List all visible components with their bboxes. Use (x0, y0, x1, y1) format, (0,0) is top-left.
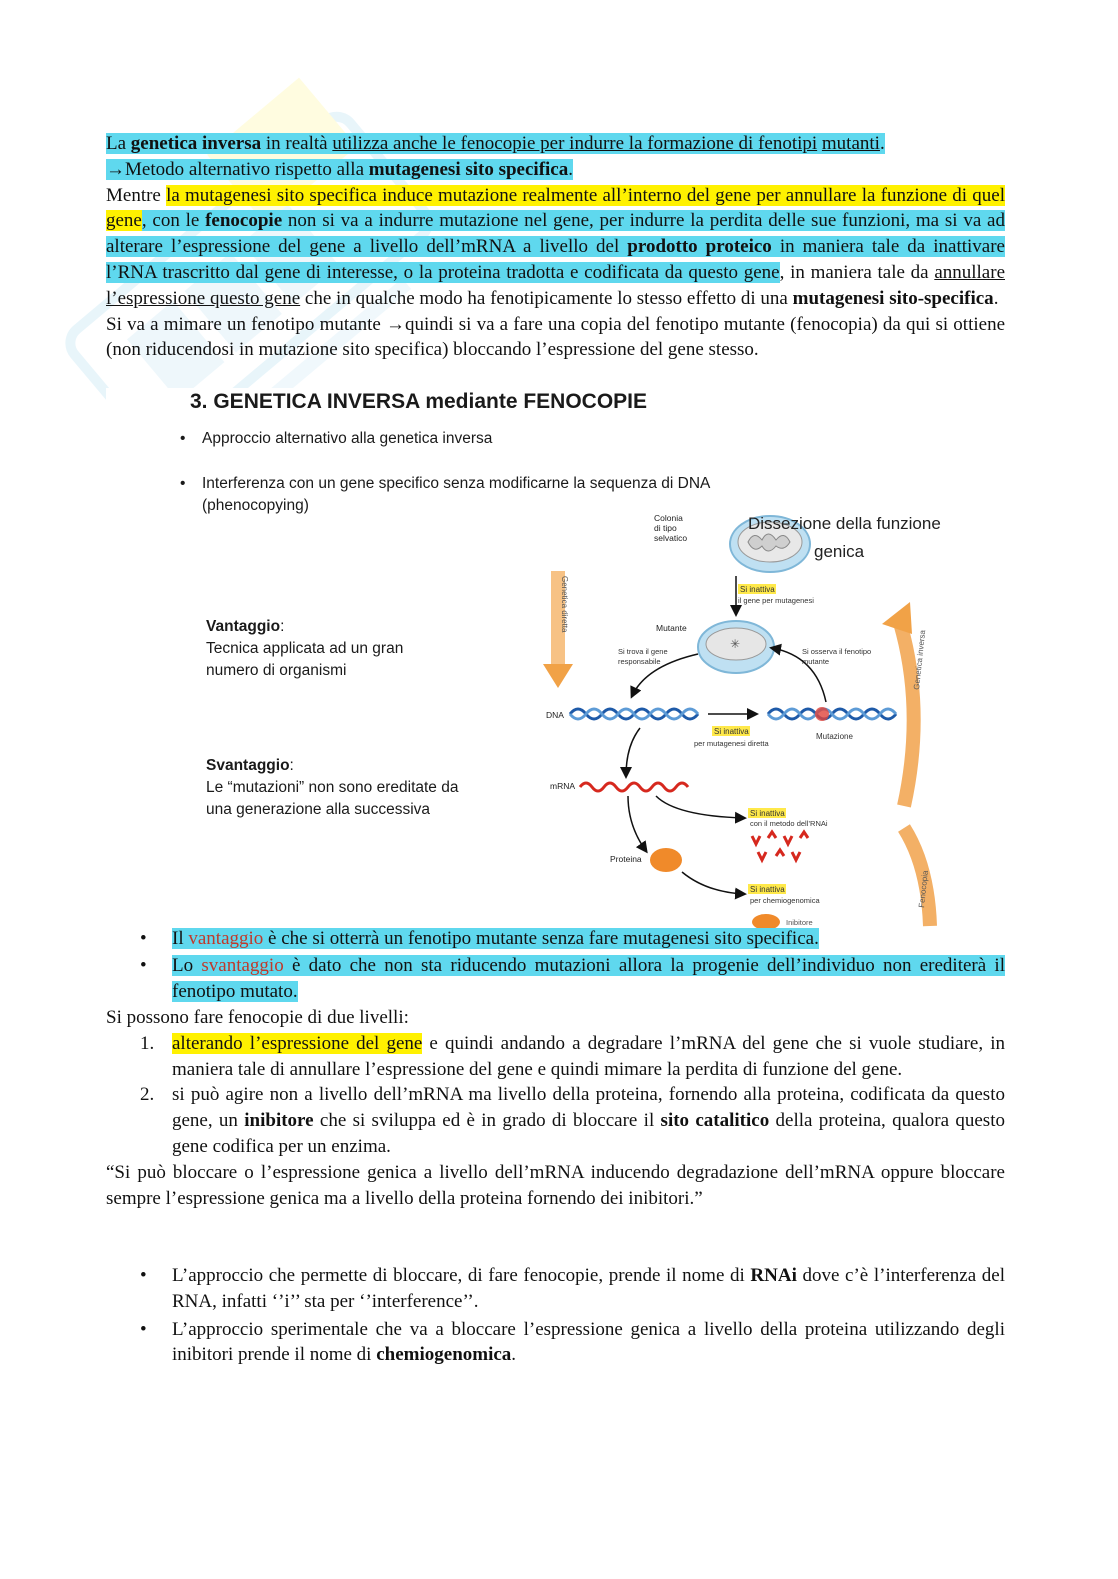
dna-label: DNA (546, 710, 564, 720)
slide-title: 3. GENETICA INVERSA mediante FENOCOPIE (190, 390, 648, 413)
approach-list (106, 1263, 1005, 1368)
mrna-label: mRNA (550, 781, 576, 791)
dissezione-label-1: Dissezione della funzione (748, 514, 941, 533)
levels-section (106, 1005, 1005, 1211)
arrow-icon: → (385, 313, 405, 335)
genetics-diagram (526, 506, 946, 928)
si-osserva-label: Si osserva il fenotipo mutante (802, 647, 872, 666)
dissezione-label-2: genica (814, 542, 865, 561)
svg-text:✳: ✳ (730, 637, 741, 651)
rnai-label: con il metodo dell’RNAi (750, 819, 828, 828)
list-item: 2. si può agire non a livello dell’mRNA ma livello della proteina, fornendo alla proteina, codificata da questo gene, un inibitore che si sviluppa ed è in grado di bloccare il sito catalitico della proteina, qualora questo gene codifica per un enzima. (140, 1084, 1005, 1157)
list-item: • Lo svantaggio è dato che non sta riducendo mutazioni allora la progenie dell’individuo non erediterà il fenotipo mutato. (140, 954, 1005, 1002)
levels-intro: Si possono fare fenocopie di due livelli: (106, 1007, 409, 1028)
intro-paragraph-1: La genetica inversa in realtà utilizza anche le fenocopie per indurre la formazione di fenotipi mutanti. (106, 133, 885, 154)
si-inattiva-label-1: Si inattiva (740, 585, 775, 594)
list-item: • L’approccio che permette di bloccare, di fare fenocopie, prende il nome di RNAi dove c’è l’interferenza del RNA, infatti ‘’i’’ sta per ‘’interference’’. (140, 1265, 1005, 1312)
rnai-fragments (752, 832, 808, 860)
proteina-label: Proteina (610, 854, 642, 864)
per-mutagenesi-diretta-label: per mutagenesi diretta (694, 739, 769, 748)
list-item: 1. alterando l’espressione del gene e quindi andando a degradare l’mRNA del gene che si vuole studiare, in maniera tale di annullare l’espressione del gene e quindi mimare la perdita di funzione del gene. (140, 1032, 1005, 1080)
si-inattiva-label-2: Si inattiva (714, 727, 749, 736)
bullet-icon: • (140, 1318, 147, 1340)
list-item: • Il vantaggio è che si otterrà un fenotipo mutante senza fare mutagenesi sito specifica. (106, 926, 1005, 952)
bullet-icon: • (140, 954, 147, 976)
genetica-diretta-arrow (543, 571, 573, 688)
svantaggio-block: Svantaggio: Le “mutazioni” non sono ereditate da una generazione alla successiva (206, 757, 459, 818)
arrow-icon: → (106, 158, 125, 180)
list-item: • L’approccio sperimentale che va a bloccare l’espressione genica a livello della proteina utilizzando degli inibitori prende il nome di chemiogenomica. (140, 1318, 1005, 1366)
slide-bullet-1: • Approccio alternativo alla genetica inversa (180, 430, 493, 447)
colonia-label: Colonia di tipo selvatico (654, 513, 688, 543)
intro-paragraph-3: Mentre la mutagenesi sito specifica induce mutazione realmente all’interno del gene per annullare la funzione di quel gene, con le fenocopie non si va a indurre mutazione nel gene, per indurre la perdita delle sue funzioni, ma si va ad alterare l’espressione del gene a livello dell’mRNA a livello del prodotto proteico in maniera tale da inattivare l’RNA trascritto dal gene di interesse, o la proteina tradotta e codificata da questo gene, in maniera tale da annullare l’espressione questo gene che in qualche modo ha fenotipicamente lo stesso effetto di una mutagenesi sito-specifica. (106, 184, 1006, 309)
intro-text (106, 131, 1005, 363)
svg-text:Inibitore: Inibitore (786, 918, 813, 927)
dna-helix-left (570, 709, 698, 719)
dna-helix-right (768, 707, 896, 721)
per-mutagenesi-label: il gene per mutagenesi (738, 596, 814, 605)
mutante-label: Mutante (656, 623, 687, 633)
bullet-icon: • (140, 1265, 147, 1286)
slide-figure (106, 388, 1005, 928)
quote-paragraph: “Si può bloccare o l’espressione genica a livello dell’mRNA inducendo degradazione dell’mRNA oppure bloccare sempre l’espressione genica ma a livello della proteina fornendo dei inibitori.” (106, 1161, 1005, 1209)
svg-text:Genetica diretta: Genetica diretta (560, 576, 569, 633)
chemio-label: per chemiogenomica (750, 896, 820, 905)
si-inattiva-label-3: Si inattiva (750, 809, 785, 818)
petri-dish-mutant (698, 621, 774, 673)
intro-paragraph-4: Si va a mimare un fenotipo mutante →quindi si va a fare una copia del fenotipo mutante (fenocopia) da qui si ottiene (non riducendosi in mutazione sito specifica) bloccando l’espressione del gene stesso. (106, 313, 1005, 361)
svg-text:Genetica inversa: Genetica inversa (912, 629, 928, 691)
mutazione-label: Mutazione (816, 732, 853, 741)
si-inattiva-label-4: Si inattiva (750, 885, 785, 894)
mrna-strand (580, 783, 688, 791)
slide-bullet-2: • Interferenza con un gene specifico senza modificarne la sequenza di DNA (phenocopying) (180, 475, 711, 514)
vantaggio-block: Vantaggio: Tecnica applicata ad un gran numero di organismi (206, 618, 404, 679)
genetica-inversa-arrow (882, 602, 930, 926)
intro-paragraph-2: →Metodo alternativo rispetto alla mutagenesi sito specifica. (106, 158, 573, 180)
protein-shape (650, 848, 682, 872)
si-trova-label: Si trova il gene responsabile (618, 647, 668, 666)
svg-text:Fenocopia: Fenocopia (917, 870, 930, 909)
bullet-icon: • (140, 928, 147, 949)
advantage-list (106, 926, 1005, 1004)
